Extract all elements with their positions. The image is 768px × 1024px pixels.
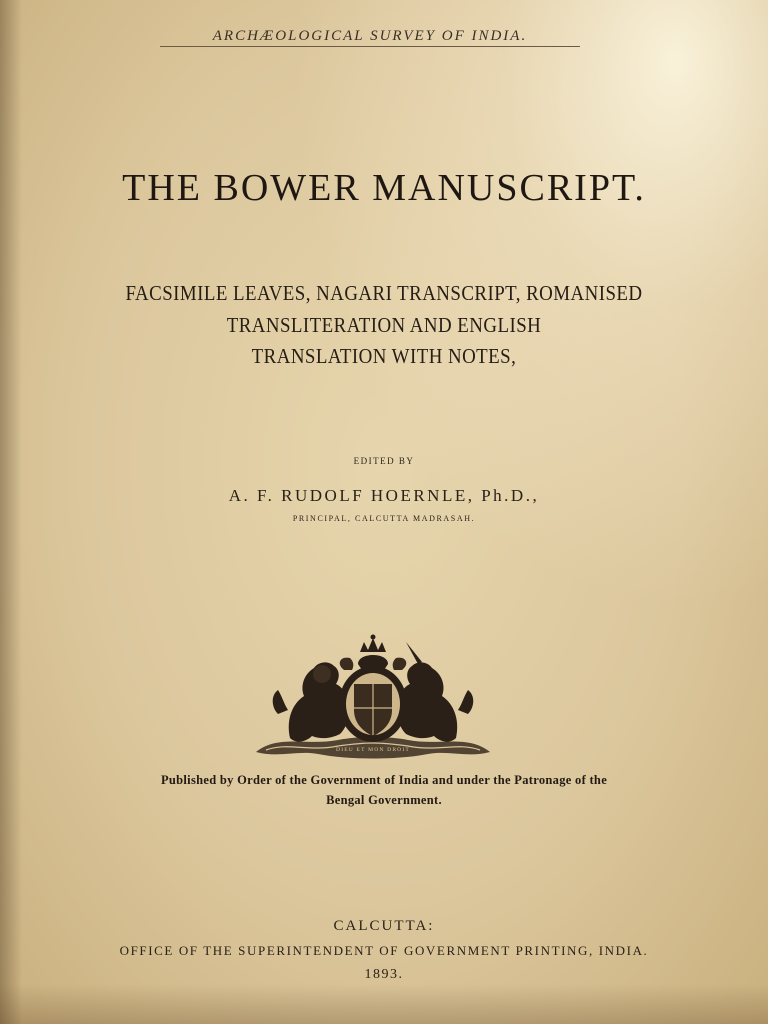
subtitle-line-3: TRANSLATION WITH NOTES, (251, 344, 517, 368)
subtitle-line-2: TRANSLITERATION AND ENGLISH (226, 313, 542, 337)
imprint-year: 1893. (364, 967, 404, 982)
motto-text: DIEU ET MON DROIT (336, 747, 410, 753)
editor-name: A. F. RUDOLF HOERNLE, Ph.D., (228, 486, 540, 505)
publication-note-line-2: Bengal Government. (326, 793, 442, 807)
subtitle-line-1: FACSIMILE LEAVES, NAGARI TRANSCRIPT, ROMANISED (125, 281, 643, 305)
page-shadow-left (0, 0, 22, 1024)
publication-note-line-1: Published by Order of the Government of India and under the Patronage of the (160, 773, 608, 787)
edited-by-label: EDITED BY (353, 456, 415, 466)
series-heading: ARCHÆOLOGICAL SURVEY OF INDIA. (160, 28, 580, 47)
royal-coat-of-arms-icon (248, 634, 498, 766)
book-title: THE BOWER MANUSCRIPT. (122, 167, 646, 209)
imprint-office: OFFICE OF THE SUPERINTENDENT OF GOVERNMENT PRINTING, INDIA. (119, 943, 649, 958)
page-shadow-bottom (0, 984, 768, 1024)
imprint-city: CALCUTTA: (333, 918, 435, 934)
editor-role: PRINCIPAL, CALCUTTA MADRASAH. (292, 514, 476, 523)
